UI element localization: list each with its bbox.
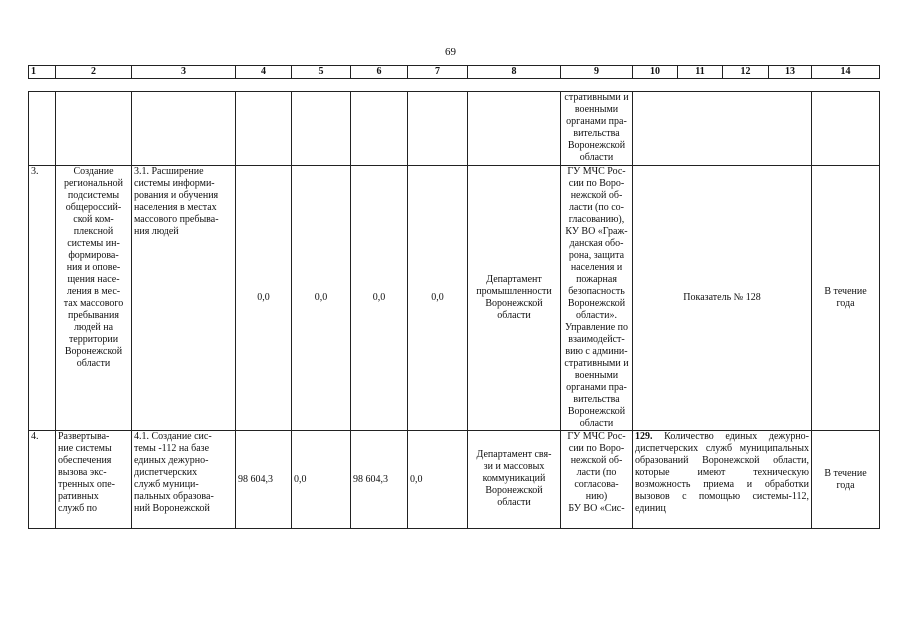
col-header-10: 10 bbox=[633, 66, 678, 79]
indicator bbox=[633, 431, 812, 529]
col-header-8: 8 bbox=[468, 66, 561, 79]
term: В течение года bbox=[812, 431, 880, 529]
value-col7: 0,0 bbox=[408, 431, 468, 529]
col-header-5: 5 bbox=[292, 66, 351, 79]
col-header-14: 14 bbox=[812, 66, 880, 79]
term: В течение года bbox=[812, 166, 880, 431]
table-row bbox=[29, 166, 880, 431]
coexecutor: ГУ МЧС Рос- сии по Воро- нежской об- ласти (по со- гласованию), КУ ВО «Граж- данская обо- рона, защита населения и пожарная безопасность Воронежской области». Управление по взаимодейст- вию с админи- стративными и военными органами пра- вительства Воронежской области bbox=[561, 166, 633, 431]
col-header-7: 7 bbox=[408, 66, 468, 79]
col-header-1: 1 bbox=[29, 66, 56, 79]
col-header-4: 4 bbox=[236, 66, 292, 79]
column-number-row bbox=[29, 66, 880, 79]
row-number: 3. bbox=[29, 166, 56, 431]
spacer-row bbox=[29, 79, 880, 92]
executor: Департамент свя- зи и массовых коммуникаций Воронежской области bbox=[468, 431, 561, 529]
table-row bbox=[29, 431, 880, 529]
continuation-row bbox=[29, 92, 880, 166]
value-col5: 0,0 bbox=[292, 431, 351, 529]
value-col5: 0,0 bbox=[292, 166, 351, 431]
program-measures-table bbox=[28, 65, 880, 529]
col-header-11: 11 bbox=[678, 66, 723, 79]
task-title: Развертыва- ние системы обеспечения вызова экс- тренных опе- ративных служб по bbox=[56, 431, 132, 529]
coexecutor: ГУ МЧС Рос- сии по Воро- нежской об- ласти (по согласова- нию) БУ ВО «Сис- bbox=[561, 431, 633, 529]
col-header-13: 13 bbox=[769, 66, 812, 79]
measure-text: 4.1. Создание сис- темы -112 на базе единых дежурно- диспетчерских служб муници- пальных образова- ний Воронежской bbox=[132, 431, 236, 529]
value-col6: 98 604,3 bbox=[351, 431, 408, 529]
value-col4: 0,0 bbox=[236, 166, 292, 431]
value-col6: 0,0 bbox=[351, 166, 408, 431]
coexecutor-continuation: стративными и военными органами пра- вительства Воронежской области bbox=[561, 92, 633, 166]
col-header-6: 6 bbox=[351, 66, 408, 79]
col-header-12: 12 bbox=[723, 66, 769, 79]
col-header-3: 3 bbox=[132, 66, 236, 79]
indicator-text: Количество единых дежурно-диспетчерских служб муниципальных образований Воронежской области, которые имеют техническую возможность приема и обработки вызовов с помощью системы-112, единиц bbox=[635, 431, 809, 514]
col-header-2: 2 bbox=[56, 66, 132, 79]
page-number: 69 bbox=[445, 46, 456, 58]
executor: Департамент промышленности Воронежской области bbox=[468, 166, 561, 431]
value-col4: 98 604,3 bbox=[236, 431, 292, 529]
task-title: Создание региональной подсистемы общероссий- ской ком- плексной системы ин- формирова- ния и опове- щения насе- ления в мес- тах массового пребывания людей на территории Воронежской области bbox=[56, 166, 132, 431]
row-number: 4. bbox=[29, 431, 56, 529]
indicator-number: 129. bbox=[635, 431, 653, 442]
value-col7: 0,0 bbox=[408, 166, 468, 431]
measure-text: 3.1. Расширение системы информи- рования и обучения населения в местах массового пребыва- ния людей bbox=[132, 166, 236, 431]
indicator: Показатель № 128 bbox=[633, 166, 812, 431]
col-header-9: 9 bbox=[561, 66, 633, 79]
